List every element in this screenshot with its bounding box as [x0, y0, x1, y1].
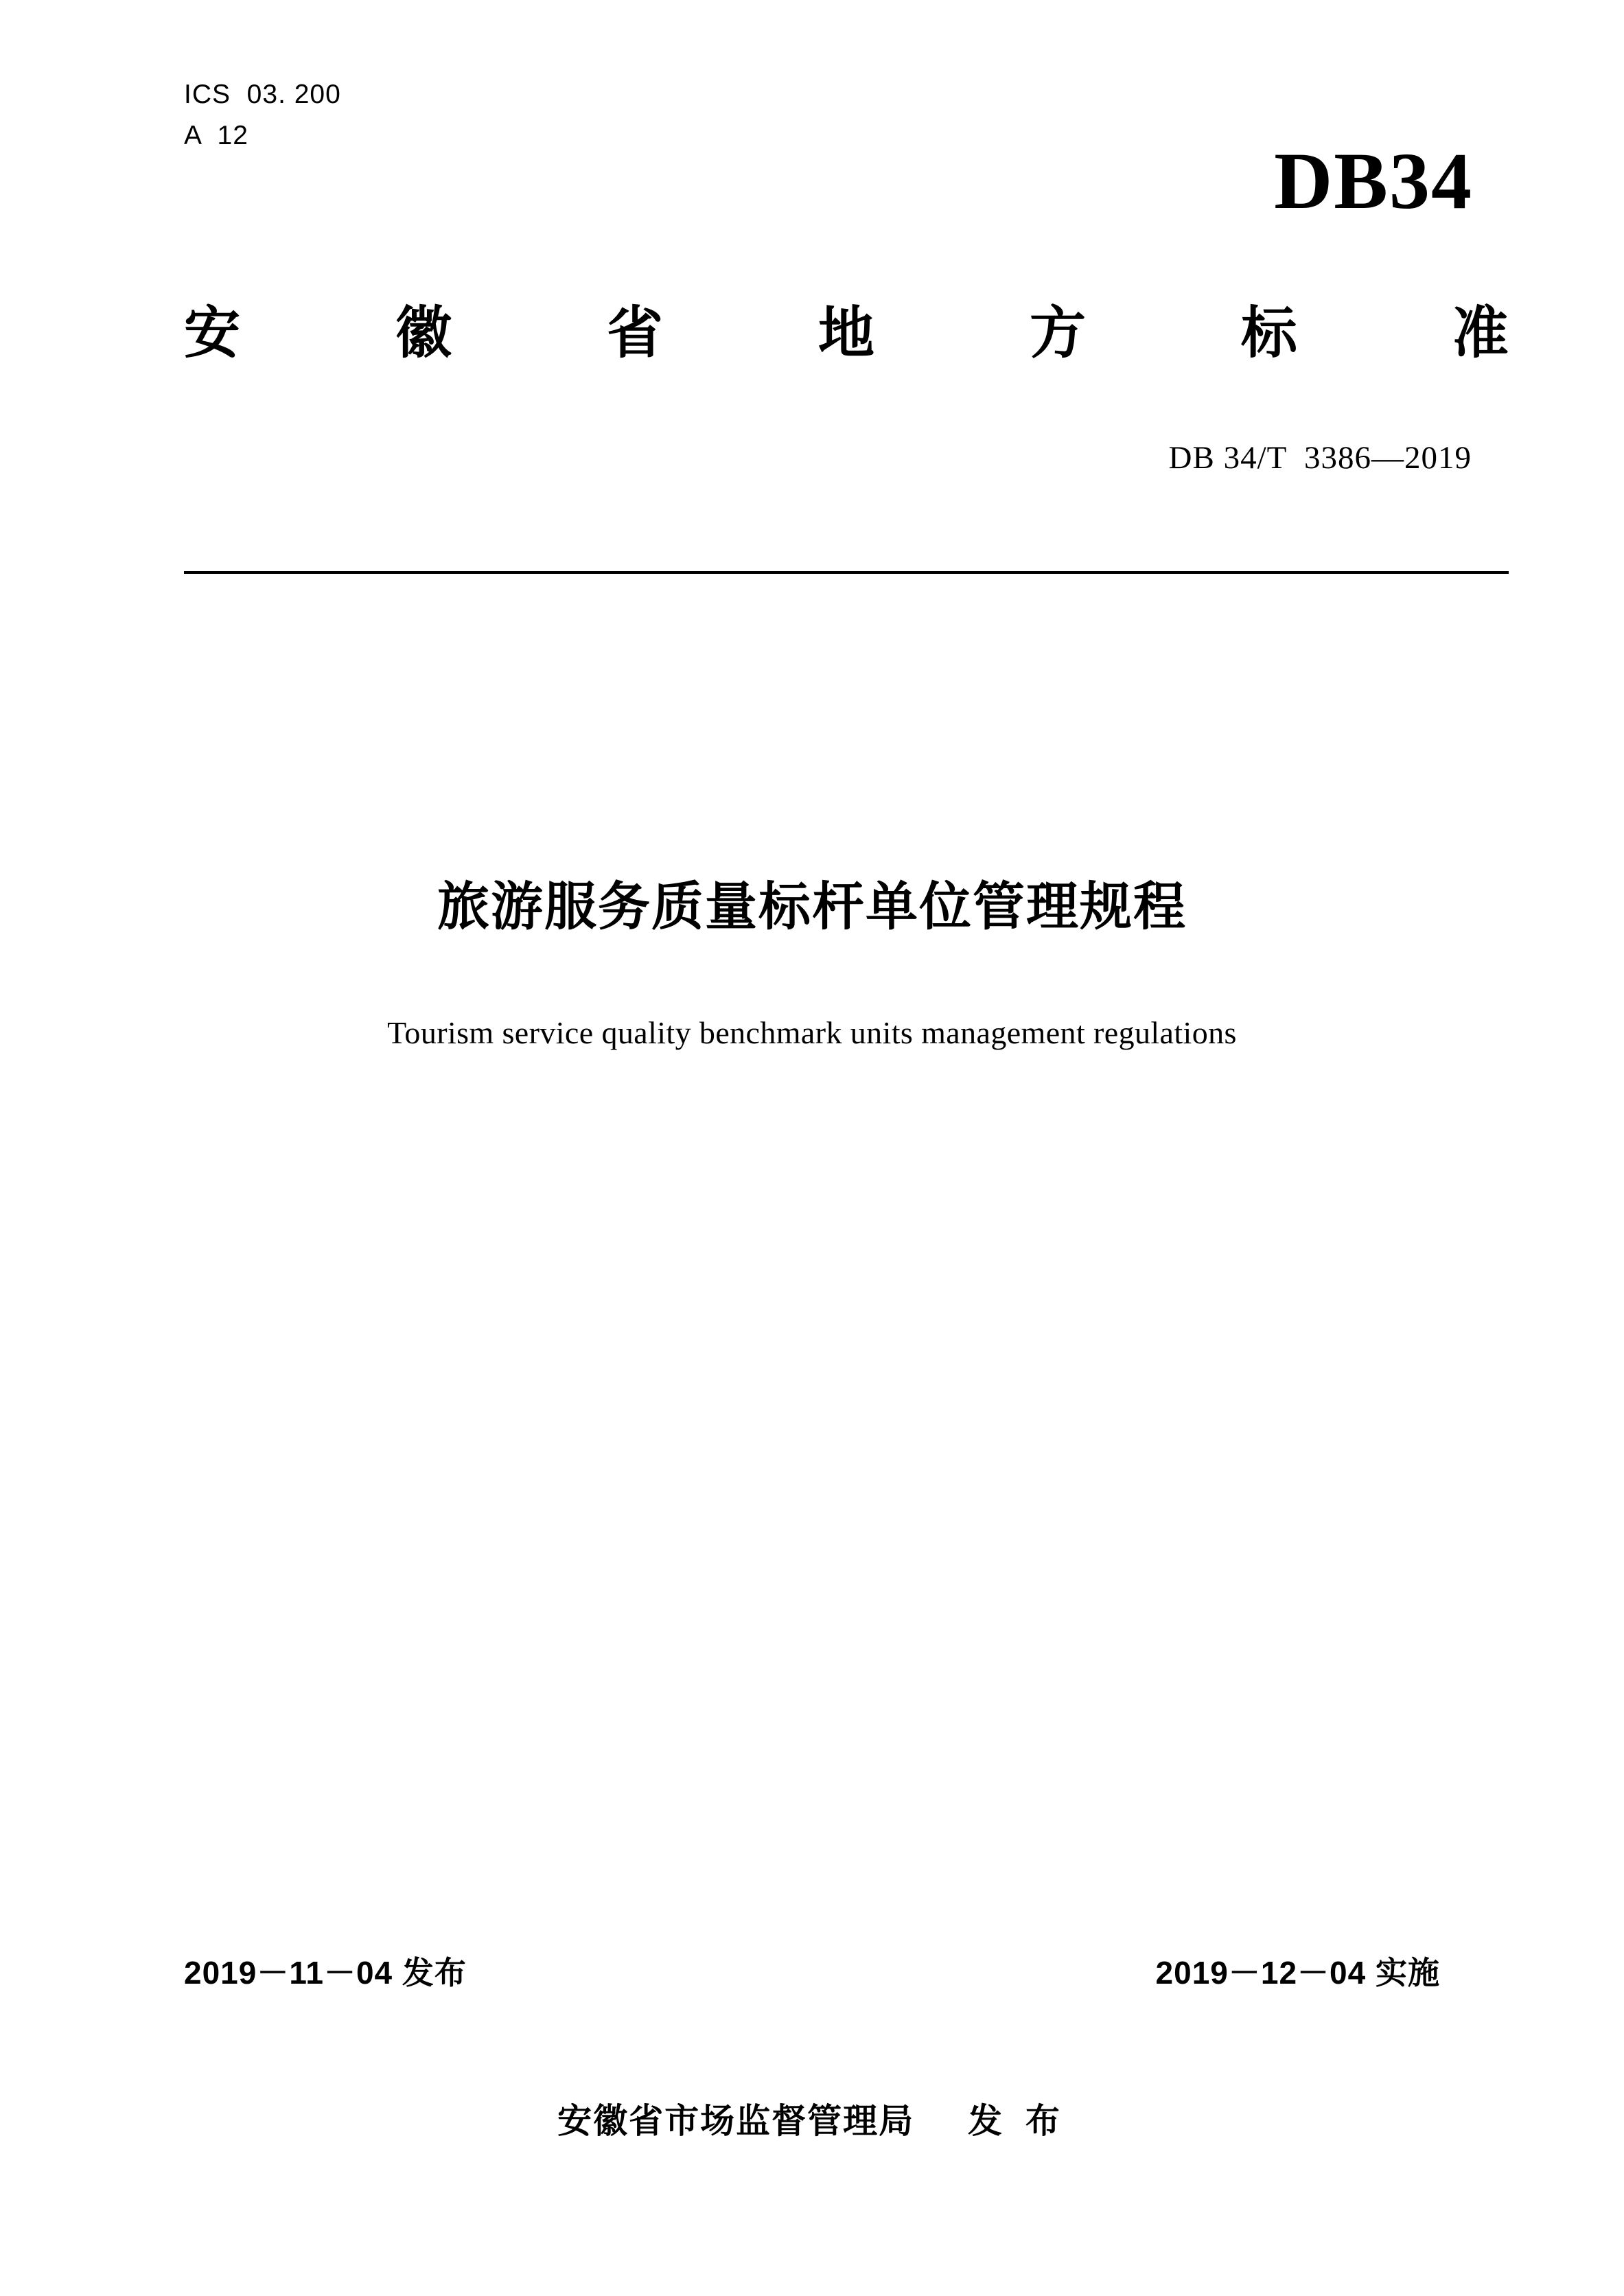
issue-date: 2019－11－04 发布	[184, 1955, 467, 1991]
db-standard-mark: DB34	[1274, 136, 1473, 226]
standard-type-char-3: 地	[817, 302, 874, 364]
header-divider	[184, 571, 1509, 574]
effective-date: 2019－12－04 实施	[1155, 1955, 1440, 1991]
ccs-class-code: A 12	[184, 121, 248, 151]
ics-number: ICS 03. 200	[184, 80, 341, 109]
ics-classification-block	[184, 74, 341, 157]
standard-type-char-2: 省	[606, 302, 663, 364]
standard-type-char-4: 方	[1029, 302, 1086, 364]
standard-number: DB 34/T 3386—2019	[1168, 440, 1472, 476]
standard-type-heading	[184, 288, 1509, 369]
standard-type-char-5: 标	[1240, 302, 1297, 364]
standard-type-char-6: 准	[1452, 302, 1509, 364]
document-title-cn: 旅游服务质量标杆单位管理规程	[437, 878, 1187, 936]
date-row	[184, 1948, 1440, 1993]
issuer-row	[0, 2094, 1624, 2143]
publish-label: 发 布	[967, 2102, 1067, 2140]
document-title-en: Tourism service quality benchmark units management regulations	[387, 1015, 1237, 1050]
standard-type-char-1: 徽	[395, 302, 452, 364]
issuer-name: 安徽省市场监督管理局	[557, 2102, 915, 2140]
standard-type-char-0: 安	[184, 302, 241, 364]
